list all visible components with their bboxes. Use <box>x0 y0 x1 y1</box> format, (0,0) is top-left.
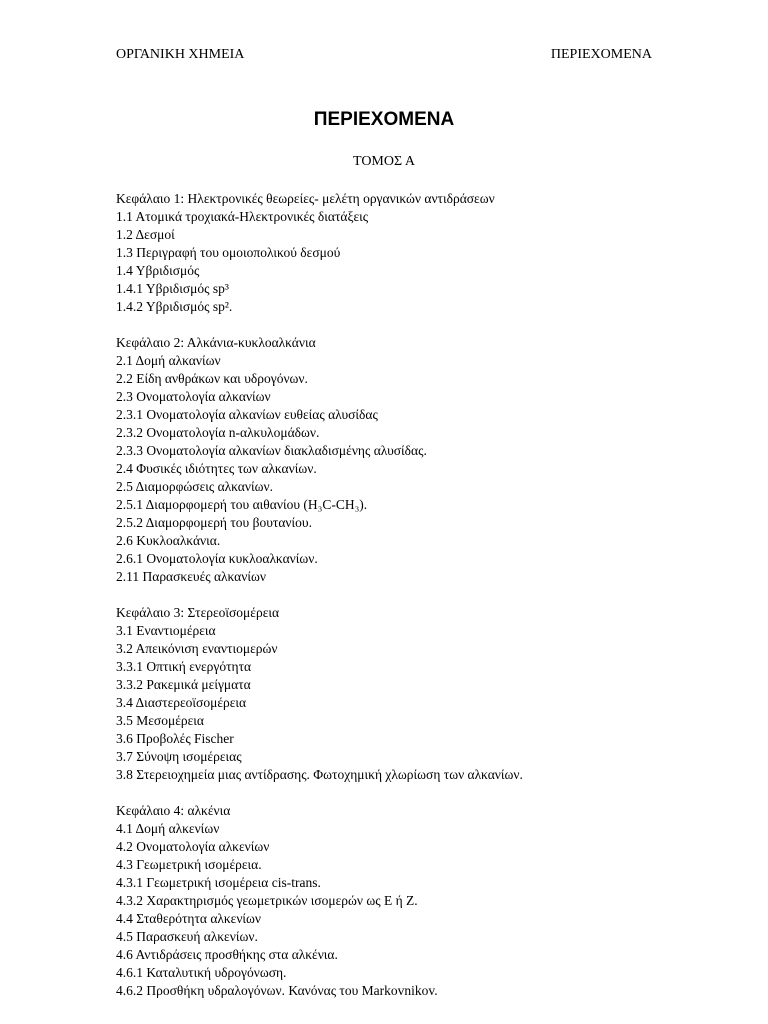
toc-entry: 2.6 Κυκλοαλκάνια. <box>116 533 221 548</box>
page-title: ΠΕΡΙΕΧΟΜΕΝΑ <box>313 109 455 130</box>
toc-entry: 4.6.1 Καταλυτική υδρογόνωση. <box>116 965 287 980</box>
toc-entry: 2.5.2 Διαμορφομερή του βουτανίου. <box>116 515 312 530</box>
toc-entry: 4.6 Αντιδράσεις προσθήκης στα αλκένια. <box>116 947 338 962</box>
toc-entry: 1.3 Περιγραφή του ομοιοπολικού δεσμού <box>116 245 341 260</box>
toc-entry: 2.2 Είδη ανθράκων και υδρογόνων. <box>116 371 308 386</box>
toc-entry: 4.4 Σταθερότητα αλκενίων <box>116 911 262 926</box>
toc-entry: 3.3.2 Ρακεμικά μείγματα <box>116 677 251 692</box>
toc-entry: 2.6.1 Ονοματολογία κυκλοαλκανίων. <box>116 551 318 566</box>
table-of-contents <box>116 190 676 1018</box>
toc-entry: 3.1 Εναντιομέρεια <box>116 623 216 638</box>
toc-entry: 4.3 Γεωμετρική ισομέρεια. <box>116 857 262 872</box>
chapter-1 <box>116 190 676 316</box>
toc-entry: 3.3.1 Οπτική ενεργότητα <box>116 659 252 674</box>
toc-entry: 3.6 Προβολές Fischer <box>116 731 234 746</box>
toc-entry: 4.3.2 Χαρακτηρισμός γεωμετρικών ισομερών ως E ή Z. <box>116 893 418 908</box>
toc-entry: 1.2 Δεσμοί <box>116 227 175 242</box>
toc-entry: 2.3.1 Ονοματολογία αλκανίων ευθείας αλυσίδας <box>116 407 378 422</box>
chapter-4 <box>116 802 676 1000</box>
toc-entry: 3.8 Στερειοχημεία μιας αντίδρασης. Φωτοχημική χλωρίωση των αλκανίων. <box>116 767 523 782</box>
toc-entry: 3.7 Σύνοψη ισομέρειας <box>116 749 242 764</box>
toc-entry: 1.1 Ατομικά τροχιακά-Ηλεκτρονικές διατάξεις <box>116 209 369 224</box>
toc-entry: 3.4 Διαστερεοϊσομέρεια <box>116 695 247 710</box>
toc-entry: 4.1 Δομή αλκενίων <box>116 821 220 836</box>
chapter-heading: Κεφάλαιο 1: Ηλεκτρονικές θεωρείες- μελέτη οργανικών αντιδράσεων <box>116 191 495 206</box>
chapter-3 <box>116 604 676 784</box>
toc-entry: 1.4 Υβριδισμός <box>116 263 200 278</box>
chapter-heading: Κεφάλαιο 4: αλκένια <box>116 803 231 818</box>
running-header-left: ΟΡΓΑΝΙΚΗ ΧΗΜΕΙΑ <box>116 47 245 62</box>
toc-entry: 2.5.1 Διαμορφομερή του αιθανίου (H₃C-CH₃). <box>116 497 368 512</box>
volume-label: ΤΟΜΟΣ Α <box>353 154 415 169</box>
toc-entry: 3.5 Μεσομέρεια <box>116 713 204 728</box>
toc-entry: 2.3 Ονοματολογία αλκανίων <box>116 389 271 404</box>
toc-entry: 2.4 Φυσικές ιδιότητες των αλκανίων. <box>116 461 317 476</box>
running-header-right: ΠΕΡΙΕΧΟΜΕΝΑ <box>550 47 652 62</box>
toc-entry: 2.11 Παρασκευές αλκανίων <box>116 569 266 584</box>
toc-entry: 2.1 Δομή αλκανίων <box>116 353 221 368</box>
toc-entry: 4.5 Παρασκευή αλκενίων. <box>116 929 258 944</box>
toc-entry: 2.3.3 Ονοματολογία αλκανίων διακλαδισμένης αλυσίδας. <box>116 443 427 458</box>
toc-entry: 3.2 Απεικόνιση εναντιομερών <box>116 641 278 656</box>
chapter-2 <box>116 334 676 586</box>
toc-entry: 1.4.2 Υβριδισμός sp². <box>116 299 233 314</box>
chapter-heading: Κεφάλαιο 2: Αλκάνια-κυκλοαλκάνια <box>116 335 316 350</box>
toc-entry: 2.3.2 Ονοματολογία n-αλκυλομάδων. <box>116 425 320 440</box>
toc-entry: 1.4.1 Υβριδισμός sp³ <box>116 281 229 296</box>
toc-entry: 2.5 Διαμορφώσεις αλκανίων. <box>116 479 273 494</box>
toc-entry: 4.3.1 Γεωμετρική ισομέρεια cis-trans. <box>116 875 321 890</box>
chapter-heading: Κεφάλαιο 3: Στερεοϊσομέρεια <box>116 605 280 620</box>
toc-entry: 4.2 Ονοματολογία αλκενίων <box>116 839 270 854</box>
toc-entry: 4.6.2 Προσθήκη υδραλογόνων. Κανόνας του Markovnikov. <box>116 983 438 998</box>
